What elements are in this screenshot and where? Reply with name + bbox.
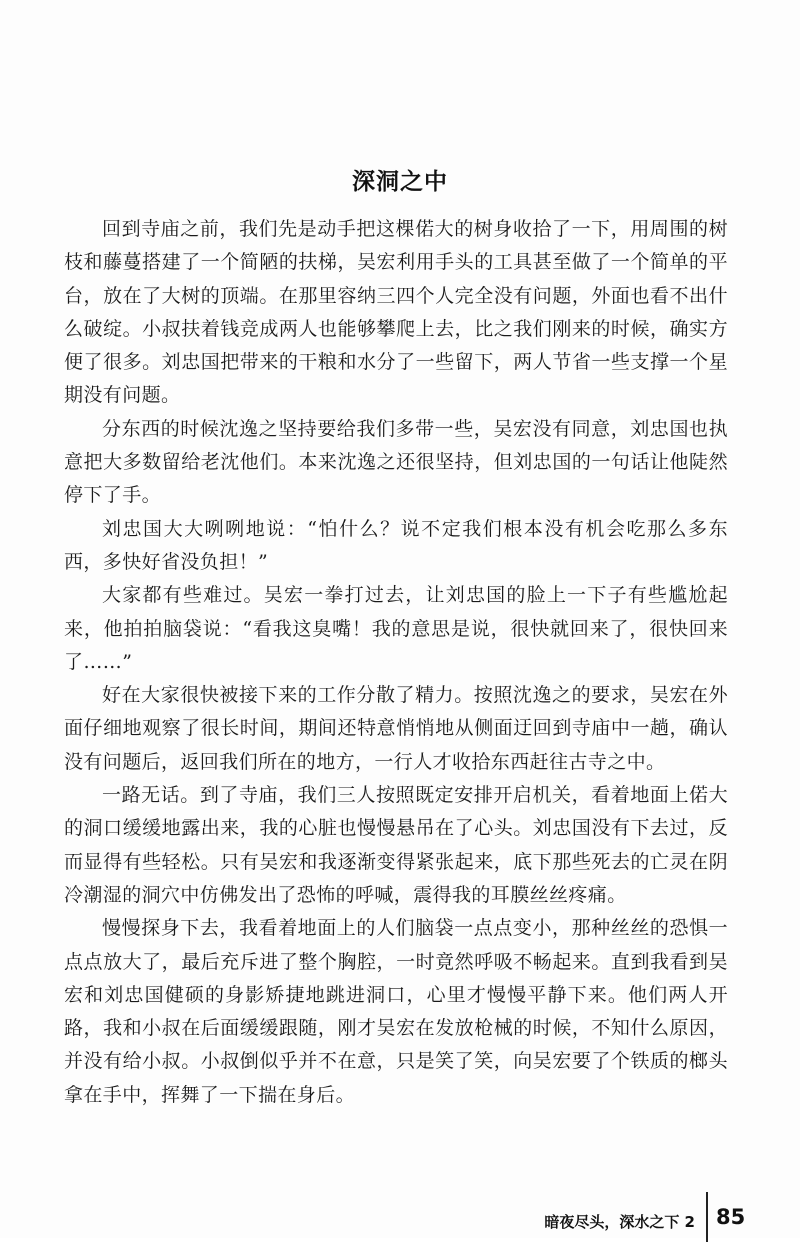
paragraph: 一路无话。到了寺庙，我们三人按照既定安排开启机关，看着地面上偌大的洞口缓缓地露出来，我的心脏也慢慢悬吊在了心头。刘忠国没有下去过，反而显得有些轻松。只有吴宏和我逐渐变得紧张起来，底下那些死去的亡灵在阴冷潮湿的洞穴中仿佛发出了恐怖的呼喊，震得我的耳膜丝丝疼痛。: [64, 784, 728, 906]
paragraph: 慢慢探身下去，我看着地面上的人们脑袋一点点变小，那种丝丝的恐惧一点点放大了，最后充斥进了整个胸腔，一时竟然呼吸不畅起来。直到我看到吴宏和刘忠国健硕的身影矫捷地跳进洞口，心里才慢慢平静下来。他们两人开路，我和小叔在后面缓缓跟随，刚才吴宏在发放枪械的时候，不知什么原因，并没有给小叔。小叔倒似乎并不在意，只是笑了笑，向吴宏要了个铁质的榔头拿在手中，挥舞了一下揣在身后。: [64, 917, 728, 1106]
paragraph: 分东西的时候沈逸之坚持要给我们多带一些，吴宏没有同意，刘忠国也执意把大多数留给老沈他们。本来沈逸之还很坚持，但刘忠国的一句话让他陡然停下了手。: [64, 417, 728, 507]
page-footer: [0, 1192, 800, 1252]
chapter-title: 深洞之中: [352, 169, 448, 196]
paragraph: 大家都有些难过。吴宏一拳打过去，让刘忠国的脸上一下子有些尴尬起来，他拍拍脑袋说：“看我这臭嘴！我的意思是说，很快就回来了，很快回来了……”: [64, 584, 728, 673]
paragraph: 好在大家很快被接下来的工作分散了精力。按照沈逸之的要求，吴宏在外面仔细地观察了很长时间，期间还特意悄悄地从侧面迂回到寺庙中一趟，确认没有问题后，返回我们所在的地方，一行人才收拾东西赶往古寺之中。: [64, 684, 728, 773]
paragraph: 回到寺庙之前，我们先是动手把这棵偌大的树身收拾了一下，用周围的树枝和藤蔓搭建了一个简陋的扶梯，吴宏利用手头的工具甚至做了一个简单的平台，放在了大树的顶端。在那里容纳三四个人完全没有问题，外面也看不出什么破绽。小叔扶着钱竞成两人也能够攀爬上去，比之我们刚来的时候，确实方便了很多。刘忠国把带来的干粮和水分了一些留下，两人节省一些支撑一个星期没有问题。: [64, 218, 728, 407]
running-footer-book-title: 暗夜尽头，深水之下 2: [544, 1213, 695, 1231]
body-text: [64, 213, 728, 1112]
paragraph: 刘忠国大大咧咧地说：“怕什么？说不定我们根本没有机会吃那么多东西，多快好省没负担！”: [64, 517, 728, 573]
footer-divider: [706, 1192, 708, 1242]
page-number: 85: [716, 1205, 746, 1229]
